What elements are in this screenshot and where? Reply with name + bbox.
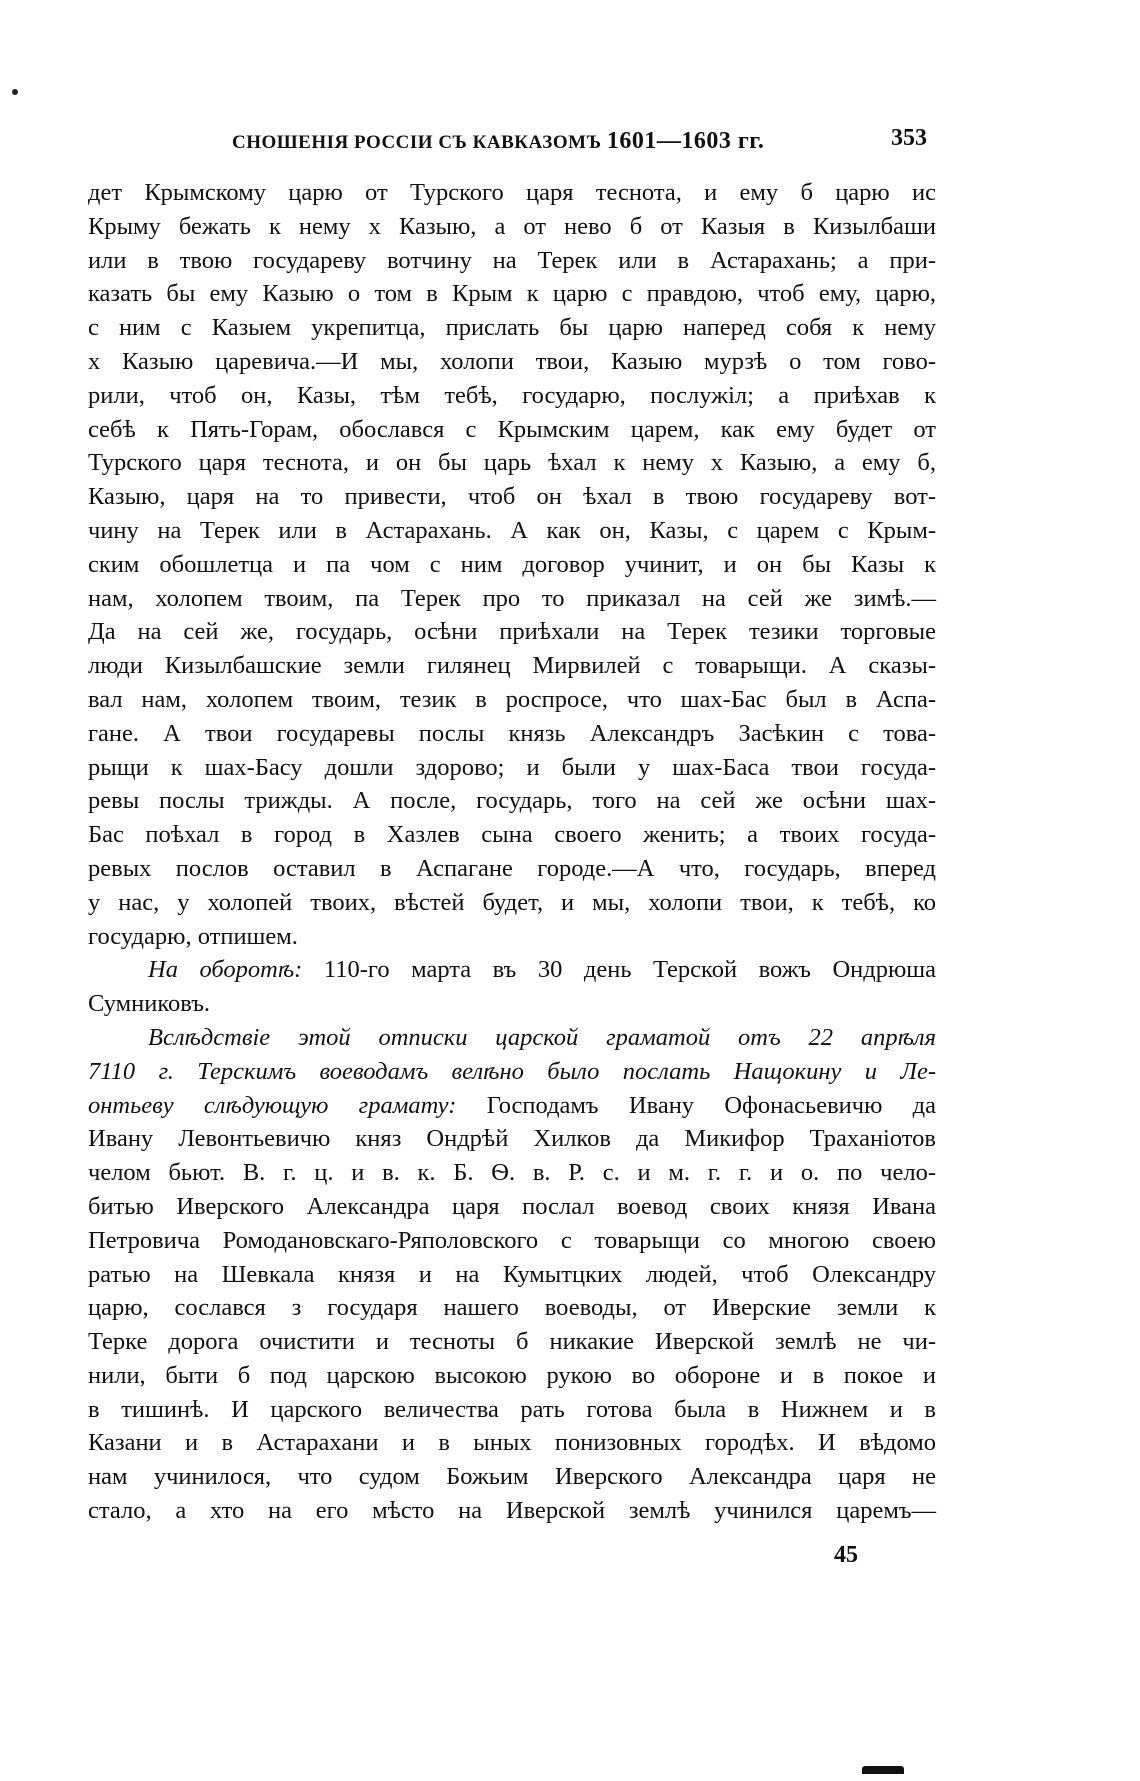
text-line: х Казыю царевича.—И мы, холопи твои, Казыю мурзѣ о том гово- (88, 347, 936, 375)
text-line: Казыю, царя на то привести, чтоб он ѣхал в твою государеву вот- (88, 483, 936, 511)
page-number: 353 (891, 125, 927, 151)
text-line: люди Кизылбашские земли гилянец Мирвилей с товарыщи. А сказы- (88, 652, 936, 680)
text-line: с ним с Казыем укрепитца, прислать бы царю наперед собя к нему (88, 314, 936, 342)
text-line: нили, быти б под царскою высокою рукою во обороне и в покое и (88, 1361, 936, 1389)
text-line: стало, а хто на его мѣсто на Иверской землѣ учинился царемъ— (88, 1497, 936, 1525)
text-line: нам учинилося, что судом Божьим Иверского Александра царя не (88, 1463, 936, 1491)
page-header (0, 124, 1140, 164)
text-line: Да на сей же, государь, осѣни приѣхали на Терек тезики торговые (88, 618, 936, 646)
text-line: дет Крымскому царю от Турского царя теснота, и ему б царю ис (88, 179, 936, 206)
signature-number: 45 (834, 1542, 858, 1568)
text-line: Ивану Левонтьевичю княз Ондрѣй Хилков да Микифор Трахaніотов (88, 1125, 936, 1153)
text-line: или в твою государеву вотчину на Терек или в Астарахань; а при- (88, 246, 936, 274)
running-title (232, 128, 764, 155)
document-fragment: Господамъ Ивану Офонасьевичю да (486, 1091, 937, 1119)
endorsement-text-end: Сумниковъ. (88, 990, 211, 1018)
mixed-line (88, 1089, 936, 1123)
text-line: Крыму бежать к нему х Казыю, а от нево б от Казыя в Кизылбаши (88, 212, 936, 240)
text-line: в тишинѣ. И царского величества рать готова была в Нижнем и в (88, 1395, 936, 1423)
endorsement-note (88, 953, 936, 987)
text-line: царю, сослався з государя нашего воеводы, от Иверские земли к (88, 1294, 936, 1322)
text-line: чину на Терек или в Астарахань. А как он, Казы, с царем с Крым- (88, 516, 936, 544)
text-line: ревых послов оставил в Аспагане городе.—А что, государь, вперед (88, 854, 936, 882)
text-line: рили, чтоб он, Казы, тѣм тебѣ, государю, послужіл; а приѣхав к (88, 381, 936, 409)
stray-dot-mark (12, 89, 18, 95)
text-line: гане. А твои государевы послы князь Александръ Засѣкин с това- (88, 719, 936, 747)
endorsement-text: 110-го марта въ 30 день Терской вожъ Ондрюша (323, 956, 937, 984)
text-line: челом бьют. В. г. ц. и в. к. Б. Ѳ. в. Р. с. и м. г. г. и о. по чело- (88, 1159, 936, 1187)
text-line: себѣ к Пять-Горам, обослався с Крымским царем, как ему будет от (88, 415, 936, 443)
running-title-years: 1601—1603 гг. (606, 128, 765, 154)
text-line: Терке дорога очистити и тесноты б никакие Иверской землѣ не чи- (88, 1328, 936, 1356)
editorial-line: 7110 г. Терскимъ воеводамъ велѣно было послать Нащокину и Ле- (88, 1057, 936, 1085)
editorial-line: Вслѣдствіе этой отписки царской граматой отъ 22 апрѣля (148, 1023, 936, 1051)
text-line: Турского царя теснота, и он бы царь ѣхал к нему х Казыю, а ему б, (88, 449, 936, 477)
text-line: государю, отпишем. (88, 922, 298, 950)
text-line: у нас, у холопей твоих, вѣстей будет, и мы, холопи твои, к тебѣ, ко (88, 888, 936, 916)
scan-artifact (862, 1766, 904, 1774)
text-line: Бас поѣхал в город в Хазлев сына своего женить; а твоих госуда- (88, 821, 936, 849)
text-line: Петровича Ромодановскаго-Ряполовского с товарыщи со многою своею (88, 1226, 936, 1254)
text-line: казать бы ему Казыю о том в Крым к царю с правдою, чтоб ему, царю, (88, 280, 936, 308)
text-line: битью Иверского Александра царя послал воевод своих князя Ивана (88, 1192, 936, 1220)
text-line: вал нам, холопем твоим, тезик в роспросе, что шах-Бас был в Аспа- (88, 685, 936, 713)
text-line: Казани и в Астарахани и в ыных понизовных городѣх. И вѣдомо (88, 1429, 936, 1457)
text-line: рыщи к шах-Басу дошли здорово; и были у шах-Баса твои госуда- (88, 753, 936, 781)
endorsement-label: На оборотѣ: (148, 956, 303, 984)
text-line: нам, холопем твоим, па Терек про то приказал на сей же зимѣ.— (88, 584, 936, 612)
text-line: ревы послы трижды. А после, государь, того на сей же осѣни шах- (88, 787, 936, 815)
editorial-fragment: онтьеву слѣдующую грамату: (88, 1091, 457, 1119)
main-text (88, 176, 936, 1528)
running-title-text: СНОШЕНІЯ РОССІИ СЪ КАВКАЗОМЪ (232, 132, 602, 153)
text-line: ским обошлетца и па чом с ним договор учинит, и он бы Казы к (88, 550, 936, 578)
text-line: ратью на Шевкала князя и на Кумытцких людей, чтоб Олександру (88, 1260, 936, 1288)
